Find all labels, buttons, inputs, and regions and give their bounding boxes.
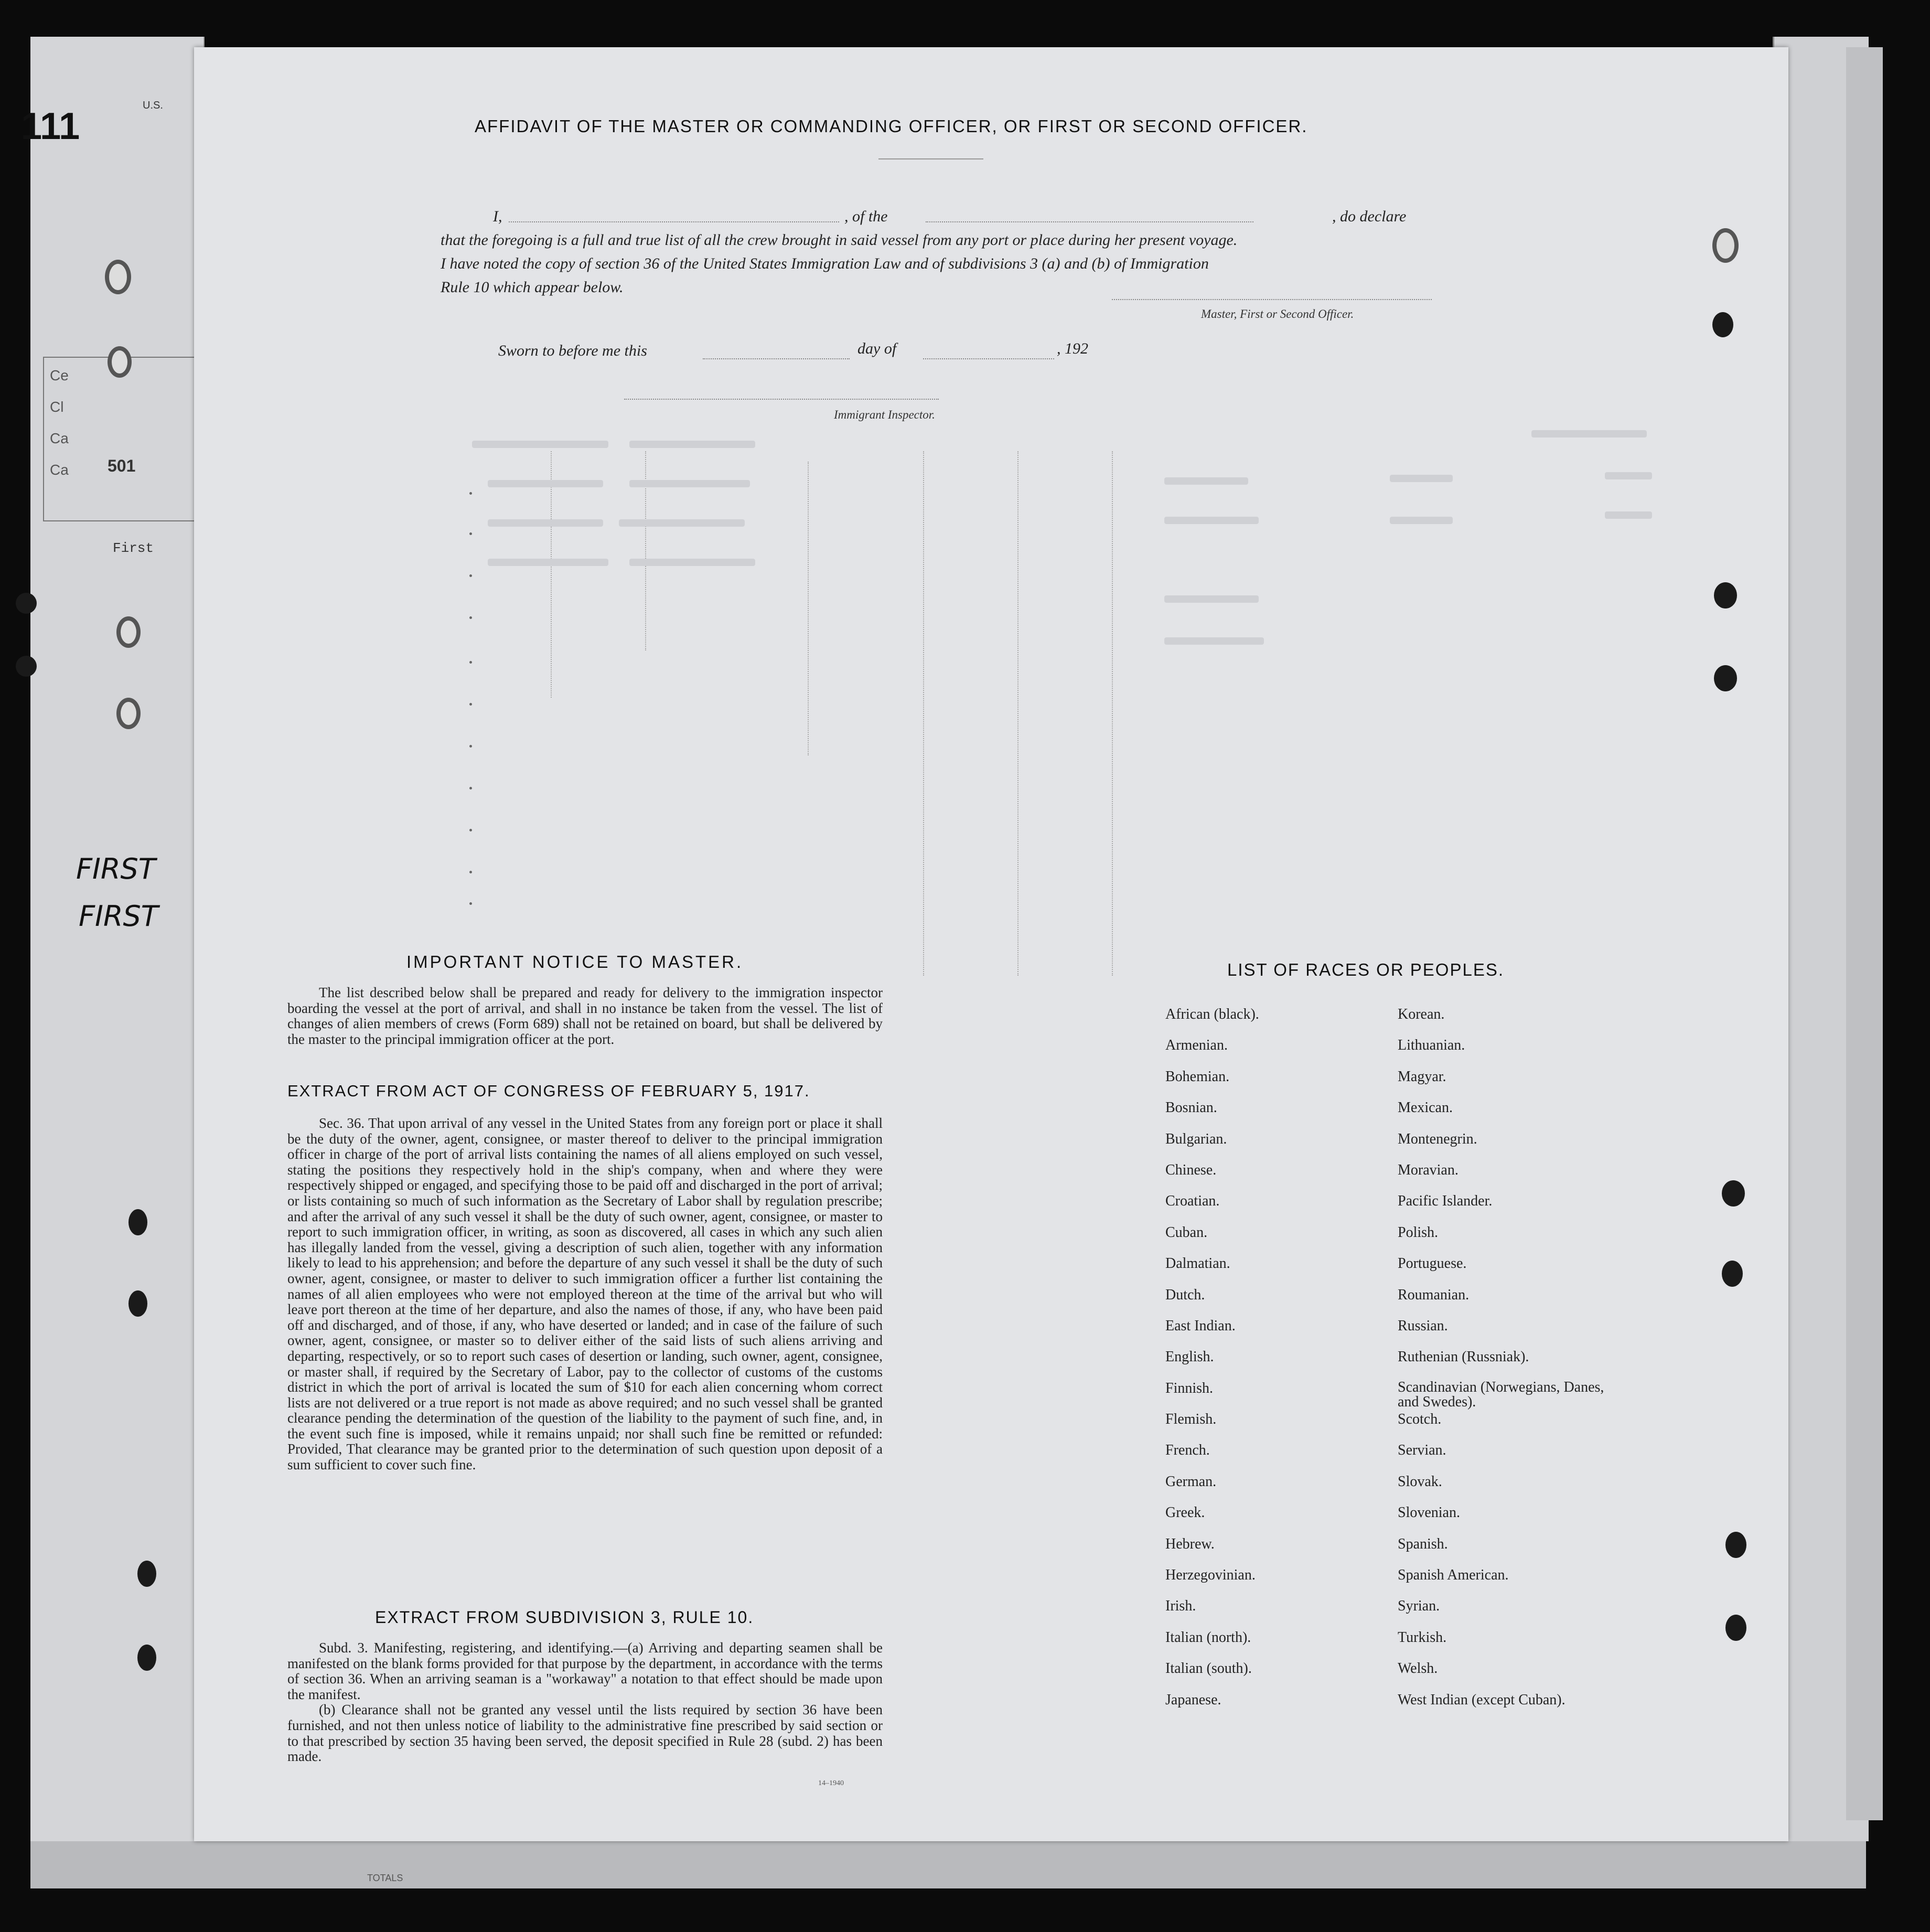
notice-text [287, 985, 883, 1047]
race-item: Moravian. [1398, 1161, 1459, 1178]
race-item: Magyar. [1398, 1068, 1446, 1085]
bleed-through-text [1164, 595, 1259, 603]
bleed-through-text [1605, 472, 1652, 479]
left-box-row: Ce [50, 367, 69, 383]
binder-hole [116, 698, 141, 729]
name-blank-line [509, 221, 839, 222]
race-item: Montenegrin. [1398, 1130, 1477, 1147]
race-item: Syrian. [1398, 1598, 1440, 1615]
affidavit-line-3: I have noted the copy of section 36 of the United States Immigration Law and of subdivisions 3 (a) and (b) of Immigration [441, 255, 1209, 272]
affidavit-i: I, [493, 208, 502, 225]
affidavit-line-1 [441, 205, 1432, 228]
bleed-dot [469, 871, 472, 873]
underlying-sheet-left [30, 37, 205, 1852]
race-item: Russian. [1398, 1317, 1448, 1334]
affidavit-body [441, 205, 1432, 299]
race-item: Dalmatian. [1165, 1255, 1230, 1272]
race-item: East Indian. [1165, 1317, 1236, 1334]
bleed-dot [469, 574, 472, 577]
affidavit-line-4: Rule 10 which appear below. [441, 279, 624, 296]
race-item: Portuguese. [1398, 1255, 1467, 1272]
race-item: Dutch. [1165, 1286, 1205, 1303]
race-item: Slovak. [1398, 1473, 1442, 1490]
race-item: Scotch. [1398, 1411, 1442, 1428]
race-item: French. [1165, 1442, 1210, 1459]
bleed-through-text [629, 441, 755, 448]
race-item: Italian (north). [1165, 1629, 1251, 1646]
bleed-through-rule [1112, 451, 1113, 976]
race-item: Italian (south). [1165, 1660, 1252, 1677]
race-item: Irish. [1165, 1598, 1196, 1615]
bleed-through-rule [923, 451, 924, 976]
vessel-blank-line [926, 221, 1253, 222]
affidavit-do-declare: , do declare [1332, 208, 1407, 225]
edge-notch [16, 593, 37, 614]
handwritten-first: FIRST [76, 852, 156, 885]
section-36-paragraph: Sec. 36. That upon arrival of any vessel in the United States from any foreign port or place it shall be the duty of the owner, agent, consignee, or master thereof to deliver to the principal immigration officer in charge of the port of arrival lists containing the names of all aliens employed on such vessel, stating the positions they respectively hold in the ship's company, when and where they were respectively shipped or engaged, and specifying those to be paid off and discharged in the port of arrival; or lists containing so much of such information as the Secretary of Labor shall by regulation prescribe; and after the arrival of any such vessel it shall be the duty of such owner, agent, consignee, or master to report to such immigration officer, in writing, as soon as discovered, all cases in which any such alien has illegally landed from the vessel, giving a description of such alien, together with any information likely to lead to his apprehension; and before the departure of any such vessel it shall be the duty of such owner, agent, consignee, or master to deliver to such immigration officer a further list containing the names of all alien employees who were not employed thereon at the time of the arrival but who will leave port thereon at the time of her departure, and also the names of those, if any, who have been paid off and discharged, and of those, if any, who have deserted or landed; and in case of the failure of such owner, agent, consignee, or master so to deliver either of the said lists of such aliens arriving and departing, respectively, or so to report such cases of desertion or landing, such owner, agent, consignee, or master shall, if required by the Secretary of Labor, pay to the collector of customs of the customs district in which the port of arrival is located the sum of $10 for each alien concerning whom correct lists are not delivered or a true report is not made as above required; and no such vessel shall be granted clearance pending the determination of the question of the liability to the payment of such fine, and, in the event such fine is imposed, while it remains unpaid; nor shall such fine be remitted or refunded: Provided, That clearance may be granted prior to the determination of such question upon deposit of a sum sufficient to cover such fine. [287, 1115, 883, 1473]
binder-hole [1722, 1261, 1743, 1287]
race-item: English. [1165, 1349, 1214, 1365]
inspector-label: Immigrant Inspector. [834, 408, 935, 421]
races-column-2 [1398, 1006, 1618, 1723]
sworn-day-line[interactable] [703, 358, 850, 359]
binder-hole [116, 616, 141, 648]
races-column-1 [1165, 1006, 1259, 1723]
bleed-dot [469, 616, 472, 619]
race-item: Herzegovinian. [1165, 1567, 1256, 1584]
race-item: Bohemian. [1165, 1068, 1230, 1085]
race-item: Finnish. [1165, 1380, 1214, 1396]
race-item: Welsh. [1398, 1660, 1438, 1677]
race-item: Scandinavian (Norwegians, Danes, and Swedes). [1398, 1379, 1604, 1410]
bleed-dot [469, 661, 472, 664]
race-item: Roumanian. [1398, 1286, 1470, 1303]
bleed-through-text [629, 559, 755, 566]
bleed-dot [469, 829, 472, 831]
binder-hole [1722, 1180, 1745, 1207]
race-item: Ruthenian (Russniak). [1398, 1349, 1529, 1365]
notice-title: IMPORTANT NOTICE TO MASTER. [406, 952, 744, 972]
row-number: 501 [108, 456, 136, 475]
bleed-through-rule [1017, 451, 1018, 976]
race-item: African (black). [1165, 1006, 1259, 1022]
left-box-row: Ca [50, 430, 69, 446]
race-item: Lithuanian. [1398, 1037, 1465, 1054]
affidavit-of-the: , of the [844, 208, 888, 225]
extract-rule-title: EXTRACT FROM SUBDIVISION 3, RULE 10. [375, 1608, 754, 1627]
race-item: Cuban. [1165, 1224, 1208, 1241]
left-box-row: Ca [50, 462, 69, 478]
first-label: First [113, 540, 154, 556]
bleed-dot [469, 492, 472, 495]
bleed-through-text [488, 519, 603, 527]
bleed-through-rule [551, 451, 552, 698]
affidavit-line-2: that the foregoing is a full and true list of all the crew brought in said vessel from any port or place during her present voyage. [441, 231, 1238, 249]
race-item: Bosnian. [1165, 1100, 1217, 1116]
races-title: LIST OF RACES OR PEOPLES. [1227, 960, 1505, 979]
race-item: Servian. [1398, 1442, 1446, 1459]
bleed-through-text [619, 519, 745, 527]
bleed-through-text [472, 441, 608, 448]
binder-hole [1725, 1532, 1746, 1558]
race-item: Croatian. [1165, 1193, 1220, 1210]
binder-hole [128, 1290, 147, 1317]
bleed-through-rule [808, 462, 809, 755]
handwritten-first: FIRST [79, 900, 158, 933]
binder-hole [1714, 582, 1737, 609]
bleed-through-text [1531, 430, 1647, 437]
form-number: 14–1940 [818, 1779, 844, 1787]
bleed-dot [469, 787, 472, 789]
bleed-through-text [1164, 517, 1259, 524]
bleed-through-text [1390, 475, 1453, 482]
race-item: Slovenian. [1398, 1504, 1460, 1521]
race-item: Mexican. [1398, 1100, 1453, 1116]
race-item: Flemish. [1165, 1411, 1217, 1428]
bleed-through-text [488, 480, 603, 487]
bleed-through-text [1164, 637, 1264, 645]
stamp-number: 111 [21, 105, 80, 147]
extract-act-text [287, 1116, 883, 1473]
edge-notch [16, 656, 37, 677]
sworn-month-line[interactable] [923, 358, 1054, 359]
signature-line[interactable] [1112, 299, 1432, 300]
affidavit-title: AFFIDAVIT OF THE MASTER OR COMMANDING OFFICER, OR FIRST OR SECOND OFFICER. [475, 116, 1308, 136]
sworn-prefix: Sworn to before me this [498, 342, 647, 359]
signature-label: Master, First or Second Officer. [1201, 307, 1354, 321]
race-item: Bulgarian. [1165, 1130, 1227, 1147]
bleed-dot [469, 532, 472, 535]
underlying-sheet-far-right [1846, 47, 1883, 1820]
bleed-through-text [1390, 517, 1453, 524]
race-item: Japanese. [1165, 1691, 1221, 1708]
binder-hole [128, 1209, 147, 1235]
race-item: Greek. [1165, 1504, 1205, 1521]
race-item: West Indian (except Cuban). [1398, 1691, 1566, 1708]
bleed-through-text [488, 559, 608, 566]
race-item: Korean. [1398, 1006, 1445, 1022]
binder-hole [1714, 665, 1737, 691]
left-box-row: Cl [50, 399, 64, 415]
binder-hole [1712, 312, 1733, 337]
race-item: Polish. [1398, 1224, 1439, 1241]
binder-hole [1725, 1615, 1746, 1641]
race-item: Spanish. [1398, 1535, 1448, 1552]
extract-rule-text [287, 1640, 883, 1765]
binder-hole [137, 1561, 156, 1587]
sworn-day-of: day of [857, 340, 897, 357]
sworn-year: , 192 [1057, 340, 1088, 357]
totals-label: TOTALS [367, 1873, 403, 1883]
race-item: Turkish. [1398, 1629, 1447, 1646]
bleed-through-text [1605, 511, 1652, 519]
race-item: Pacific Islander. [1398, 1193, 1493, 1210]
extract-act-title: EXTRACT FROM ACT OF CONGRESS OF FEBRUARY 5, 1917. [287, 1082, 810, 1100]
notice-paragraph: The list described below shall be prepared and ready for delivery to the immigration inspector boarding the vessel at the port of arrival, and shall in no instance be taken from the vessel. The list of changes of alien members of crews (Form 689) shall not be retained on board, but shall be delivered by the master to the principal immigration officer at the port. [287, 985, 883, 1047]
race-item: German. [1165, 1473, 1217, 1490]
underlying-sheet-bottom [30, 1841, 1866, 1888]
bleed-dot [469, 902, 472, 905]
binder-hole [137, 1645, 156, 1671]
race-item: Chinese. [1165, 1161, 1217, 1178]
us-label: U.S. [143, 100, 163, 111]
bleed-dot [469, 745, 472, 748]
title-underline [878, 158, 983, 159]
rule-paragraph-a: Subd. 3. Manifesting, registering, and identifying.—(a) Arriving and departing seamen shall be manifested on the blank forms provided for that purpose by the department, in accordance with the terms of section 36. When an arriving seaman is a "workaway" a notation to that effect should be made upon the manifest. [287, 1640, 883, 1702]
bleed-through-text [1164, 477, 1248, 485]
bleed-through-text [629, 480, 750, 487]
race-item: Armenian. [1165, 1037, 1228, 1054]
bleed-dot [469, 703, 472, 706]
binder-hole [1712, 228, 1739, 263]
race-item: Spanish American. [1398, 1567, 1509, 1584]
binder-hole [105, 260, 131, 294]
binder-hole [108, 346, 132, 378]
inspector-line[interactable] [624, 399, 939, 400]
rule-paragraph-b: (b) Clearance shall not be granted any vessel until the lists required by section 36 have been furnished, and not then unless notice of liability to the administrative fine prescribed by said section or to that prescribed by section 35 having been served, the deposit specified in Rule 28 (subd. 2) has been made. [287, 1702, 883, 1765]
race-item: Hebrew. [1165, 1535, 1215, 1552]
